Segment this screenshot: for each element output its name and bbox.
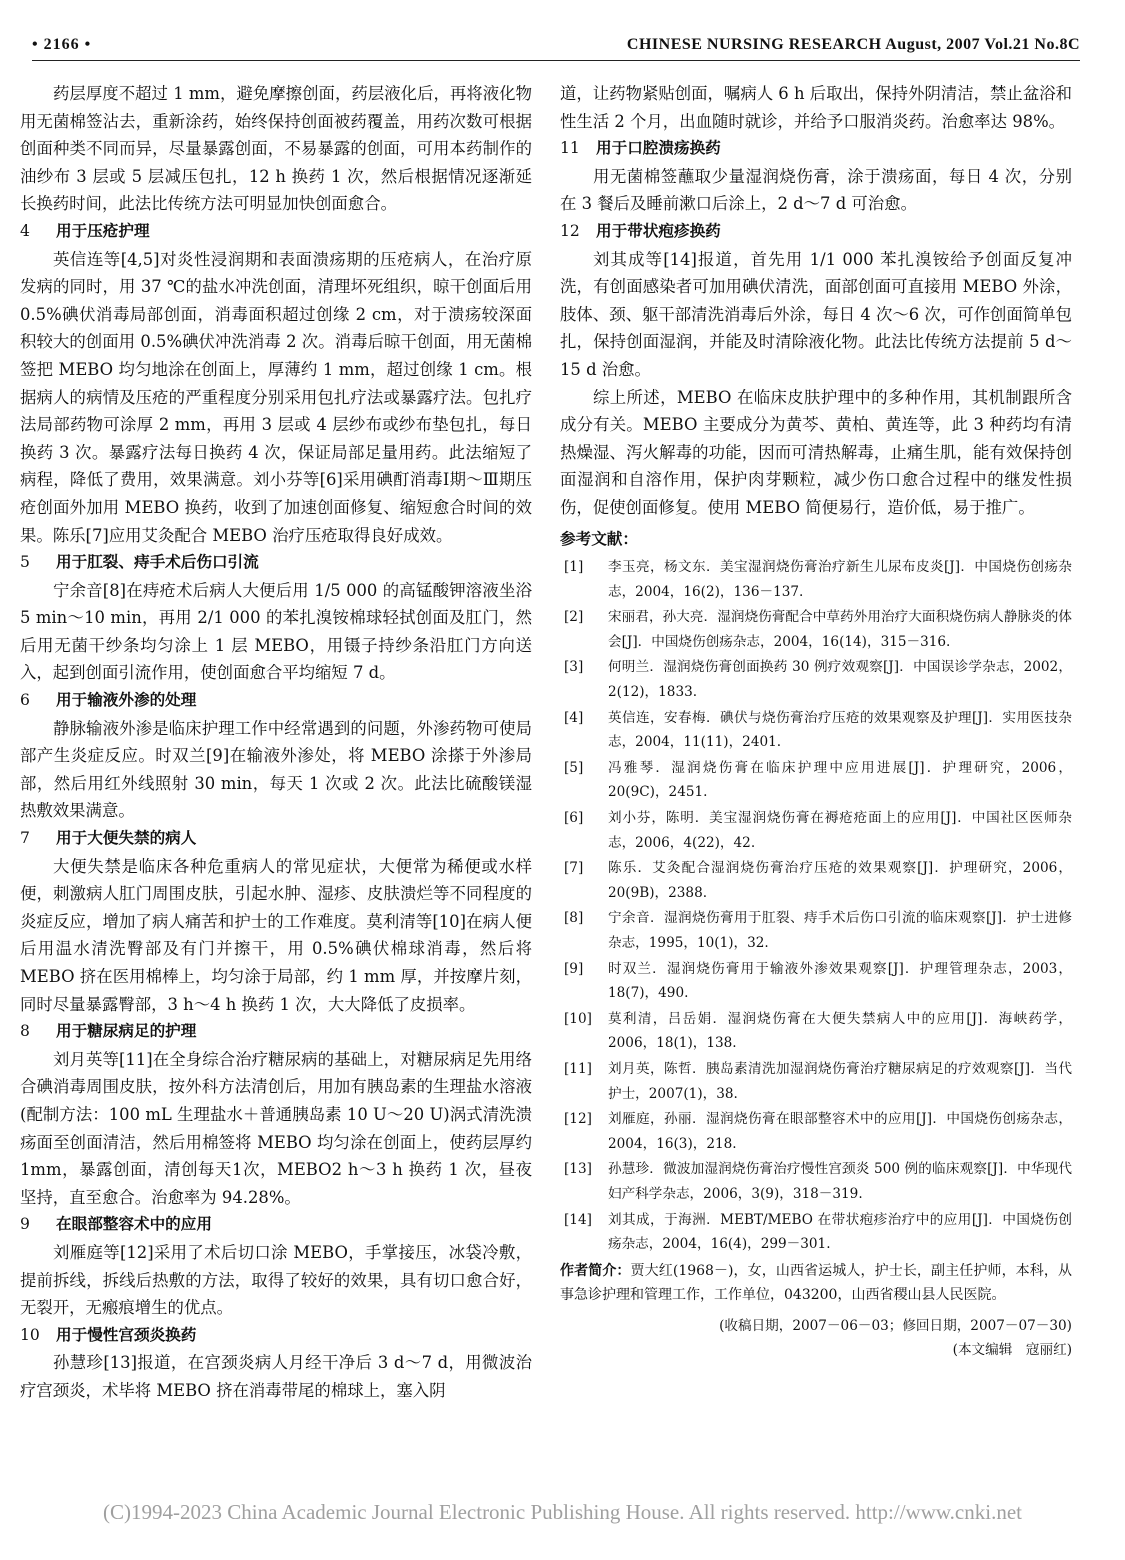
reference-item <box>560 957 1072 1006</box>
reference-text: 宁余音．湿润烧伤膏用于肛裂、痔手术后伤口引流的临床观察[J]．护士进修杂志，1995，10(1)，32. <box>608 910 1072 951</box>
section-title: 用于口腔溃疡换药 <box>596 139 721 158</box>
reference-text: 时双兰．湿润烧伤膏用于输液外渗效果观察[J]．护理管理杂志，2003，18(7)，490. <box>608 960 1072 1002</box>
left-column <box>20 80 532 1405</box>
section-title: 用于肛裂、痔手术后伤口引流 <box>56 553 259 572</box>
reference-text: 陈乐．艾灸配合湿润烧伤膏治疗压疮的效果观察[J]．护理研究，2006，20(9B)，2388. <box>608 860 1072 901</box>
section-title: 用于糖尿病足的护理 <box>56 1022 197 1041</box>
reference-number: [1] <box>564 559 584 576</box>
reference-number: [4] <box>564 709 584 726</box>
reference-text: 刘小芬，陈明．美宝湿润烧伤膏在褥疮疮面上的应用[J]．中国社区医师杂志，2006，4(22)，42. <box>608 810 1072 851</box>
reference-number: [3] <box>564 659 584 676</box>
reference-text: 英信连，安春梅．碘伏与烧伤膏治疗压疮的效果观察及护理[J]．实用医技杂志，2004，11(11)，2401. <box>608 709 1072 751</box>
section-number: 7 <box>20 829 30 848</box>
section-number: 8 <box>20 1022 30 1041</box>
section-heading <box>20 218 532 246</box>
reference-number: [6] <box>564 810 584 827</box>
section-paragraph: 静脉输液外渗是临床护理工作中经常遇到的问题，外渗药物可使局部产生炎症反应。时双兰[9]在输液外渗处，将 MEBO 涂搽于外渗局部，然后用红外线照射 30 min，每天 1 次或 2 次。此法比硫酸镁湿热敷效果满意。 <box>20 718 532 821</box>
section-heading <box>560 135 1072 163</box>
reference-text: 冯雅琴．湿润烧伤膏在临床护理中应用进展[J]．护理研究，2006，20(9C)，2451. <box>608 759 1072 801</box>
section-paragraph: 用无菌棉签蘸取少量湿润烧伤膏，涂于溃疡面，每日 4 次，分别在 3 餐后及睡前漱口后涂上，2 d～7 d 可治愈。 <box>560 166 1072 214</box>
section-paragraph: 宁余音[8]在痔疮术后病人大便后用 1/5 000 的高锰酸钾溶液坐浴 5 min～10 min，再用 2/1 000 的苯扎溴铵棉球轻拭创面及肛门，然后用无菌干纱条均匀涂上 1 层 MEBO，用镊子持纱条沿肛门方向送入，起到创面引流作用，使创面愈合平均缩短 7 d。 <box>20 580 532 683</box>
reference-text: 孙慧珍．微波加湿润烧伤膏治疗慢性宫颈炎 500 例的临床观察[J]．中华现代妇产科学杂志，2006，3(9)，318－319. <box>608 1161 1072 1202</box>
reference-number: [11] <box>564 1060 592 1077</box>
reference-number: [10] <box>564 1010 592 1027</box>
section-title: 在眼部整容术中的应用 <box>56 1215 212 1234</box>
section-paragraph: 刘月英等[11]在全身综合治疗糖尿病的基础上，对糖尿病足先用络合碘消毒周围皮肤，按外科方法清创后，用加有胰岛素的生理盐水溶液(配制方法：100 mL 生理盐水＋普通胰岛素 10 U～20 U)涡式清洗溃疡面至创面清洁，然后用棉签将 MEBO 均匀涂在创面上，使药层厚约1mm，暴露创面，清创每天1次，MEBO2 h～3 h 换药 1 次，昼夜坚持，直至愈合。治愈率为 94.28%。 <box>20 1049 532 1207</box>
section-heading <box>20 1211 532 1239</box>
reference-item <box>560 806 1072 855</box>
intro-paragraph: 药层厚度不超过 1 mm，避免摩擦创面，药层液化后，再将液化物用无菌棉签沾去，重新涂药，始终保持创面被药覆盖，用药次数可根据创面种类不同而异，尽量暴露创面，不易暴露的创面，可用本药制作的油纱布 3 层或 5 层减压包扎，12 h 换药 1 次，然后根据情况逐渐延长换药时间，此法比传统方法可明显加快创面愈合。 <box>20 84 532 214</box>
section-number: 11 <box>560 139 580 158</box>
section-heading <box>20 825 532 853</box>
reference-item <box>560 706 1072 755</box>
reference-number: [12] <box>564 1111 592 1128</box>
received-dates: (收稿日期，2007－06－03；修回日期，2007－07－30) <box>719 1317 1072 1334</box>
section-heading <box>20 1018 532 1046</box>
author-bio <box>560 1259 1072 1308</box>
reference-number: [13] <box>564 1161 592 1178</box>
section-heading <box>20 549 532 577</box>
reference-text: 莫利清，吕岳娟．湿润烧伤膏在大便失禁病人中的应用[J]．海峡药学，2006，18(1)，138. <box>608 1010 1072 1052</box>
section-heading <box>20 1322 532 1350</box>
section-paragraph: 孙慧珍[13]报道，在宫颈炎病人月经干净后 3 d～7 d，用微波治疗宫颈炎，术毕将 MEBO 挤在消毒带尾的棉球上，塞入阴 <box>20 1353 532 1400</box>
reference-number: [7] <box>564 860 584 877</box>
page-header <box>32 34 1080 61</box>
continued-paragraph: 道，让药物紧贴创面，嘱病人 6 h 后取出，保持外阴清洁，禁止盆浴和性生活 2 个月，出血随时就诊，并给予口服消炎药。治愈率达 98%。 <box>560 84 1072 131</box>
section-number: 12 <box>560 221 580 240</box>
section-number: 4 <box>20 221 30 240</box>
reference-text: 何明兰．湿润烧伤膏创面换药 30 例疗效观察[J]．中国误诊学杂志，2002，2(12)，1833. <box>608 659 1072 701</box>
section-number: 6 <box>20 691 30 710</box>
reference-text: 宋丽君，孙大亮．湿润烧伤膏配合中草药外用治疗大面积烧伤病人静脉炎的体会[J]．中国烧伤创疡杂志，2004，16(14)，315－316. <box>608 609 1072 650</box>
reference-number: [5] <box>564 759 584 776</box>
references-heading: 参考文献： <box>560 529 638 548</box>
reference-item <box>560 655 1072 704</box>
section-paragraph: 英信连等[4,5]对炎性浸润期和表面溃疡期的压疮病人，在治疗原发病的同时，用 37 ℃的盐水冲洗创面，清理坏死组织，晾干创面后用 0.5%碘伏消毒局部创面，消毒面积超过创缘 2 cm，对于溃疡较深面积较大的创面用 0.5%碘伏冲洗消毒 2 次。消毒后晾干创面，用无菌棉签把 MEBO 均匀地涂在创面上，厚薄约 1 mm，超过创缘 1 cm。根据病人的病情及压疮的严重程度分别采用包扎疗法或暴露疗法。包扎疗法局部药物可涂厚 2 mm，再用 3 层或 4 层纱布或纱布垫包扎，每日换药 3 次。暴露疗法每日换药 4 次，保证局部足量用药。此法缩短了病程，降低了费用，效果满意。刘小芬等[6]采用碘酊消毒Ⅰ期～Ⅲ期压疮创面外加用 MEBO 换药，收到了加速创面修复、缩短愈合时间的效果。陈乐[7]应用艾灸配合 MEBO 治疗压疮取得良好成效。 <box>20 249 532 545</box>
page-number: • 2166 • <box>32 36 92 53</box>
summary-paragraph: 综上所述，MEBO 在临床皮肤护理中的多种作用，其机制跟所含成分有关。MEBO 主要成分为黄芩、黄柏、黄连等，此 3 种药均有清热燥湿、泻火解毒的功能，因而可清热解毒，止痛生肌，能有效保持创面湿润和自溶作用，保护肉芽颗粒，减少伤口愈合过程中的继发性损伤，促使创面修复。使用 MEBO 简便易行，造价低，易于推广。 <box>560 387 1072 517</box>
section-paragraph: 刘其成等[14]报道，首先用 1/1 000 苯扎溴铵给予创面反复冲洗，有创面感染者可加用碘伏清洗，面部创面可直接用 MEBO 外涂，肢体、颈、躯干部清洗消毒后外涂，每日 4 次～6 次，可作创面简单包扎，保持创面湿润，并能及时清除液化物。此法比传统方法提前 5 d～15 d 治愈。 <box>560 249 1072 379</box>
reference-item <box>560 1208 1072 1257</box>
section-heading <box>20 687 532 715</box>
section-number: 5 <box>20 553 30 572</box>
reference-number: [14] <box>564 1211 592 1228</box>
reference-item <box>560 906 1072 955</box>
section-title: 用于压疮护理 <box>56 221 150 240</box>
reference-item <box>560 756 1072 805</box>
reference-text: 刘月英，陈哲．胰岛素清洗加湿润烧伤膏治疗糖尿病足的疗效观察[J]．当代护士，2007(1)，38. <box>608 1060 1072 1102</box>
reference-item <box>560 1107 1072 1156</box>
reference-item <box>560 1057 1072 1106</box>
section-number: 9 <box>20 1215 30 1234</box>
editor-note: (本文编辑 寇丽红) <box>952 1341 1072 1358</box>
reference-item <box>560 1157 1072 1206</box>
reference-number: [8] <box>564 910 584 927</box>
reference-item <box>560 605 1072 654</box>
right-column <box>560 80 1072 1362</box>
reference-item <box>560 856 1072 905</box>
section-paragraph: 大便失禁是临床各种危重病人的常见症状，大便常为稀便或水样便，刺激病人肛门周围皮肤，引起水肿、湿疹、皮肤溃烂等不同程度的炎症反应，增加了病人痛苦和护士的工作难度。莫利清等[10]在病人便后用温水清洗臀部及有门并擦干，用 0.5%碘伏棉球消毒，然后将 MEBO 挤在医用棉棒上，均匀涂于局部，约 1 mm 厚，并按摩片刻，同时尽量暴露臀部，3 h～4 h 换药 1 次，大大降低了皮损率。 <box>20 856 532 1014</box>
section-number: 10 <box>20 1325 40 1344</box>
reference-text: 刘其成，于海洲．MEBT/MEBO 在带状疱疹治疗中的应用[J]．中国烧伤创疡杂志，2004，16(4)，299－301. <box>608 1211 1072 1253</box>
author-bio-label: 作者简介： <box>560 1262 631 1279</box>
reference-list <box>560 555 1072 1257</box>
section-paragraph: 刘雁庭等[12]采用了术后切口涂 MEBO，手掌接压，冰袋冷敷，提前拆线，拆线后热敷的方法，取得了较好的效果，具有切口愈合好，无裂开，无瘢痕增生的优点。 <box>20 1242 532 1318</box>
section-title: 用于大便失禁的病人 <box>56 829 197 848</box>
reference-item <box>560 1007 1072 1056</box>
copyright-watermark: (C)1994-2023 China Academic Journal Electronic Publishing House. All rights reserved. http://www.cnki.net <box>103 1500 1022 1524</box>
reference-number: [9] <box>564 960 584 977</box>
reference-number: [2] <box>564 609 584 626</box>
reference-text: 刘雁庭，孙丽．湿润烧伤膏在眼部整容术中的应用[J]．中国烧伤创疡杂志，2004，16(3)，218. <box>608 1111 1072 1152</box>
section-title: 用于慢性宫颈炎换药 <box>56 1325 197 1344</box>
reference-item <box>560 555 1072 604</box>
section-title: 用于输液外渗的处理 <box>56 691 197 710</box>
section-title: 用于带状疱疹换药 <box>596 221 721 240</box>
journal-title: CHINESE NURSING RESEARCH August, 2007 Vol.21 No.8C <box>626 36 1080 53</box>
author-bio-text: 贾大红(1968－)，女，山西省运城人，护士长，副主任护师，本科，从事急诊护理和管理工作，工作单位，043200，山西省稷山县人民医院。 <box>560 1262 1072 1304</box>
reference-text: 李玉亮，杨文东．美宝湿润烧伤膏治疗新生儿尿布皮炎[J]．中国烧伤创疡杂志，2004，16(2)，136－137. <box>608 559 1072 600</box>
section-heading <box>560 218 1072 246</box>
